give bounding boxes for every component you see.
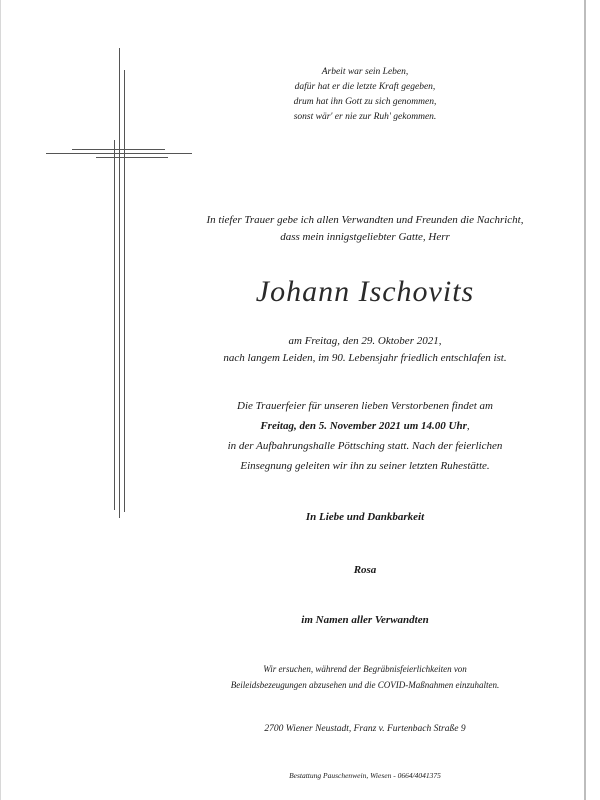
poem-line: drum hat ihn Gott zu sich genommen, xyxy=(293,97,437,107)
poem-line: sonst wär' er nie zur Ruh' gekommen. xyxy=(293,112,437,122)
request-line: Beileidsbezeugungen abzusehen und die COVID-Maßnahmen einzuhalten. xyxy=(230,680,500,690)
page-border-right xyxy=(584,0,586,800)
death-notice xyxy=(150,333,580,367)
mourner-name: Rosa xyxy=(353,564,377,576)
request-line: Wir ersuchen, während der Begräbnisfeierlichkeiten von xyxy=(263,664,467,674)
announcement xyxy=(150,212,580,246)
funeral-line: Einsegnung geleiten wir ihn zu seiner letzten Ruhestätte. xyxy=(240,460,490,472)
poem-line: Arbeit war sein Leben, xyxy=(321,67,409,77)
funeral-line: Die Trauerfeier für unseren lieben Verstorbenen findet am xyxy=(237,400,493,412)
death-notice-line: am Freitag, den 29. Oktober 2021, xyxy=(288,335,442,347)
poem-line: dafür hat er die letzte Kraft gegeben, xyxy=(294,82,436,92)
on-behalf-line: im Namen aller Verwandten xyxy=(301,614,429,626)
closing-phrase: In Liebe und Dankbarkeit xyxy=(305,511,425,523)
funeral-date-suffix: , xyxy=(466,420,470,432)
announcement-line: In tiefer Trauer gebe ich allen Verwandten und Freunden die Nachricht, xyxy=(206,214,524,226)
announcement-line: dass mein innigstgeliebter Gatte, Herr xyxy=(280,231,450,243)
condolence-request xyxy=(150,661,580,693)
page-border-left xyxy=(0,0,1,800)
death-notice-line: nach langem Leiden, im 90. Lebensjahr friedlich entschlafen ist. xyxy=(223,352,507,364)
address: 2700 Wiener Neustadt, Franz v. Furtenbach Straße 9 xyxy=(264,724,466,734)
poem xyxy=(150,65,580,125)
funeral-date-line xyxy=(150,416,580,436)
deceased-name: Johann Ischovits xyxy=(255,275,475,308)
funeral-date-time: Freitag, den 5. November 2021 um 14.00 Uhr xyxy=(260,420,467,432)
undertaker-info: Bestattung Pauschenwein, Wiesen - 0664/4041375 xyxy=(289,771,441,780)
funeral-info xyxy=(150,396,580,476)
funeral-line: in der Aufbahrungshalle Pöttsching statt. Nach der feierlichen xyxy=(227,440,503,452)
